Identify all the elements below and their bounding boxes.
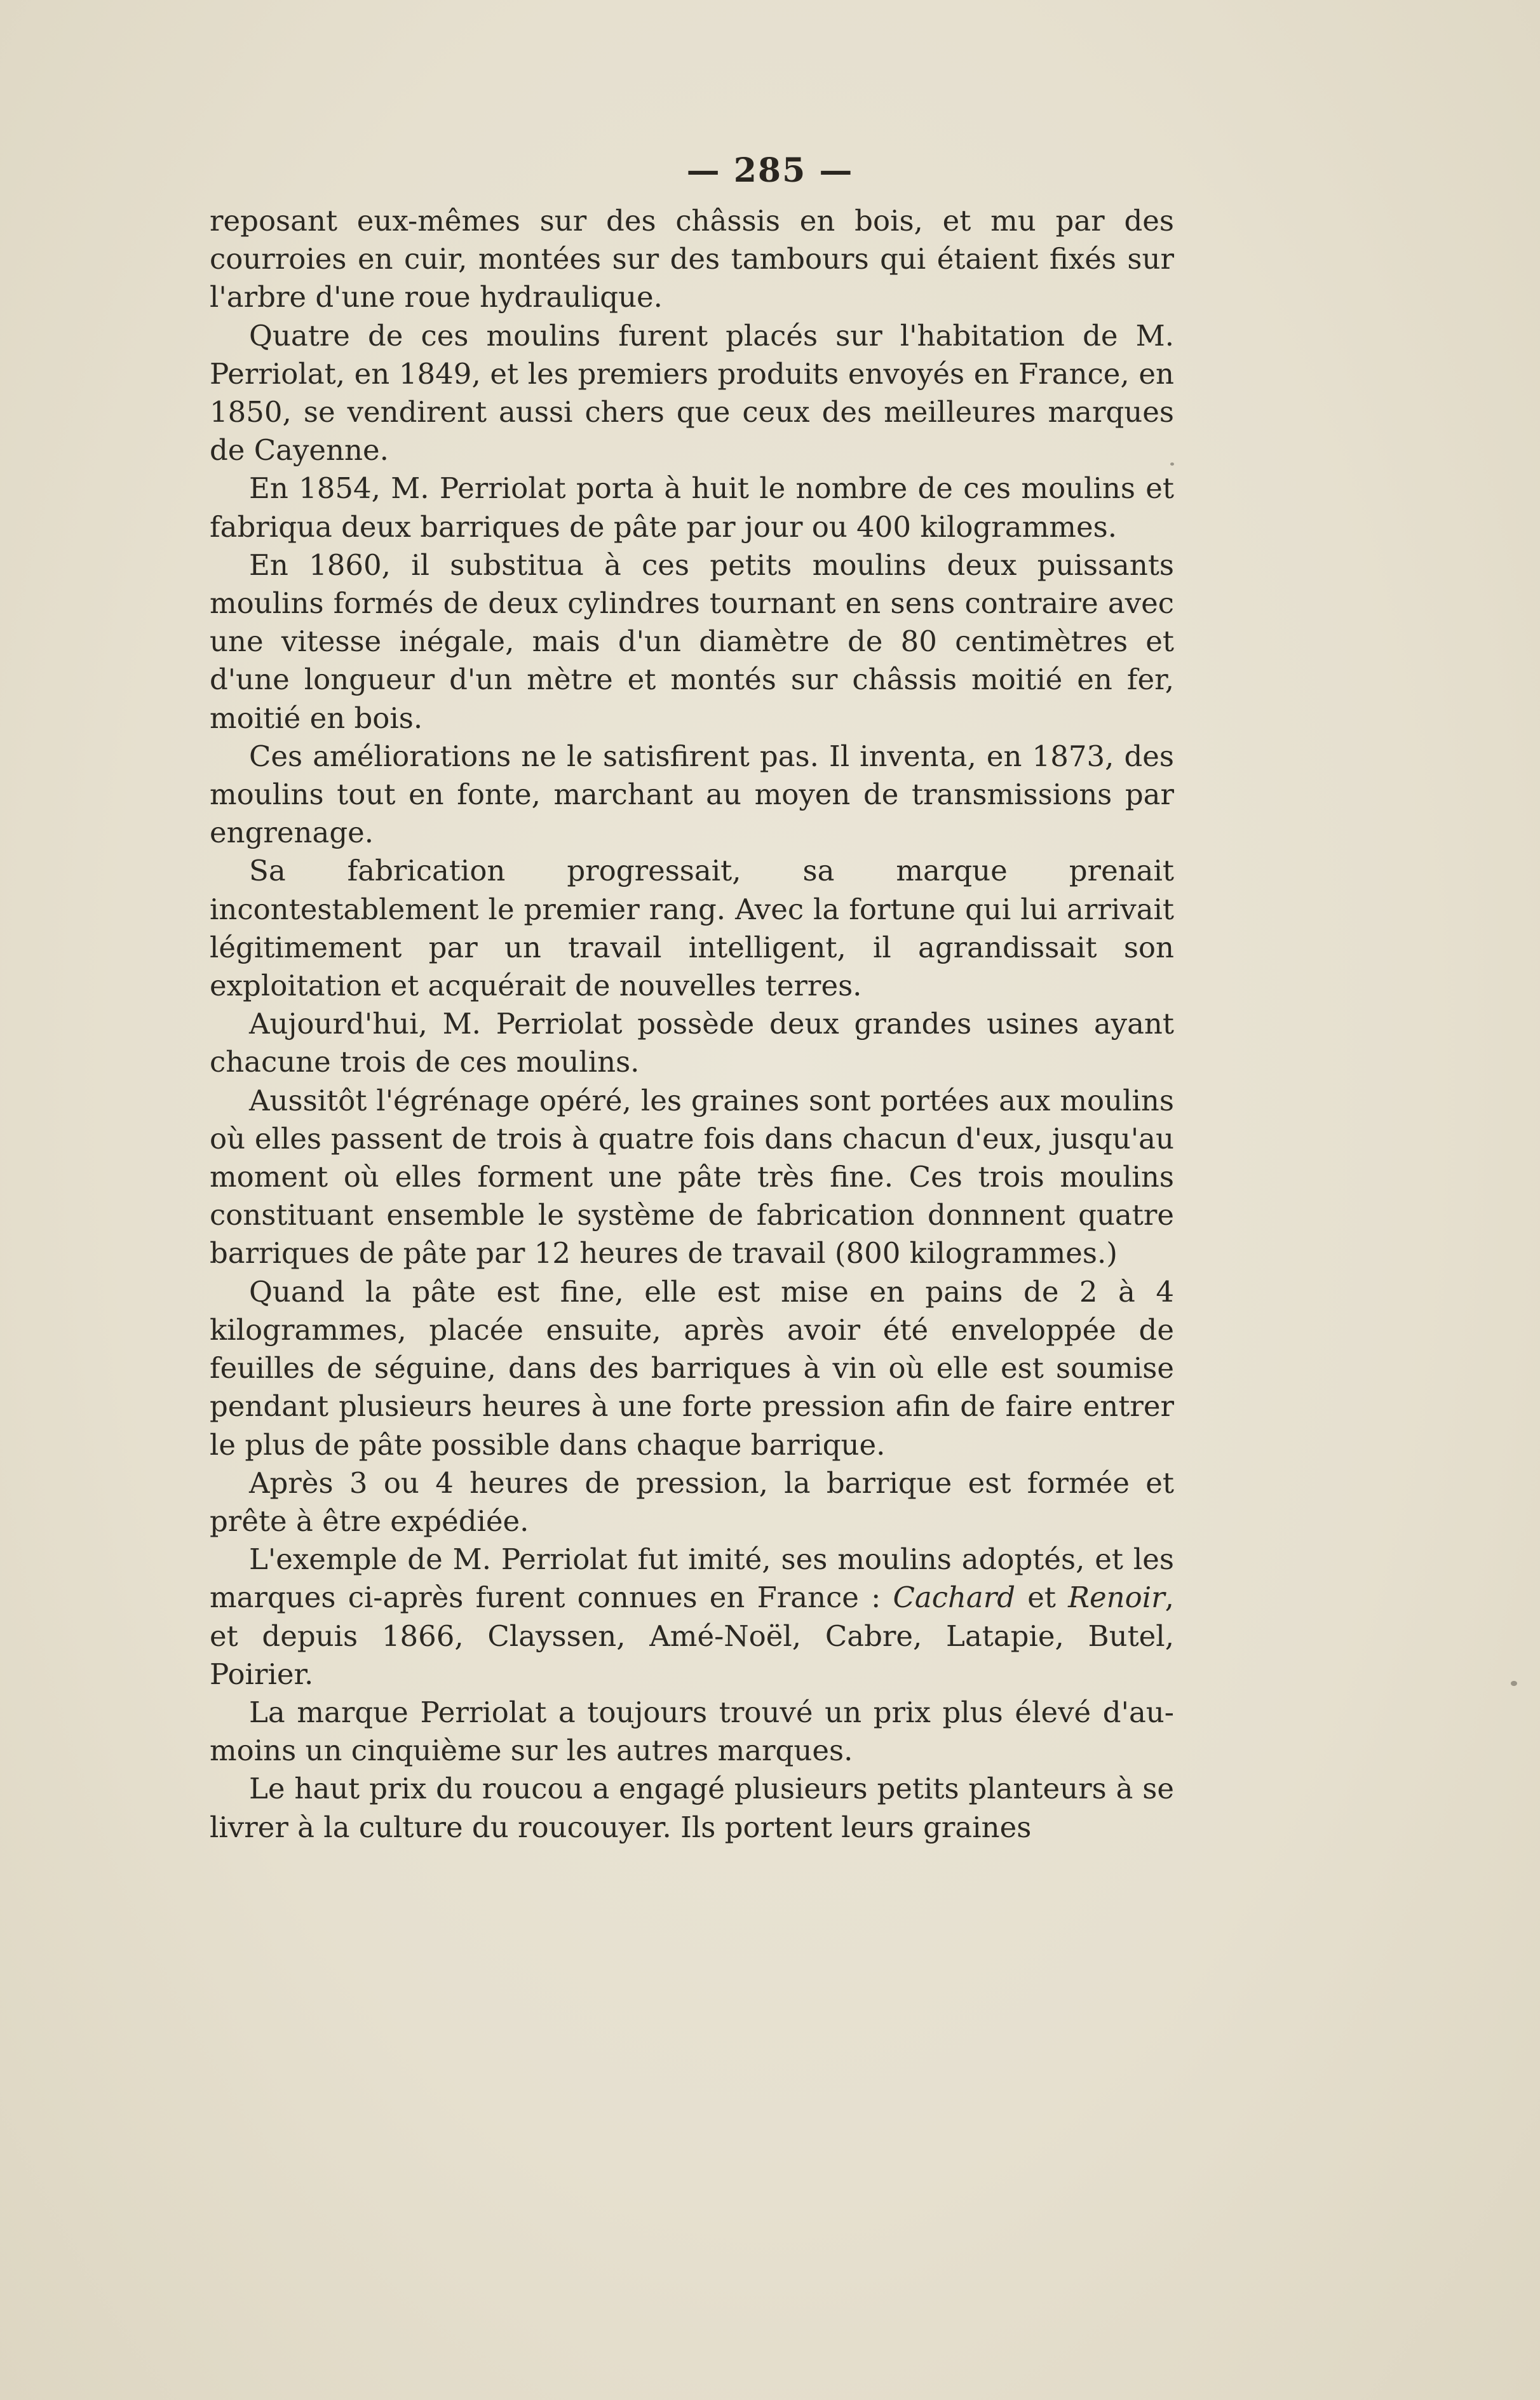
page-number: — 285 — bbox=[686, 151, 854, 190]
brand-name-italic: Renoir bbox=[1068, 1581, 1165, 1615]
paragraph: Sa fabrication progressait, sa marque prenait incontestablement le premier rang. Avec la fortune qui lui arrivait légitimement par un travail intelligent, il agrandissait son exploitation et acquérait de nouvelles terres. bbox=[210, 854, 1174, 1003]
body-text bbox=[210, 202, 1174, 1847]
paragraph: En 1854, M. Perriolat porta à huit le nombre de ces moulins et fabriqua deux barriques de pâte par jour ou 400 kilogrammes. bbox=[210, 471, 1174, 544]
text-run: L'exemple de M. Perriolat fut imité, ses moulins adoptés, et les marques ci-après furent connues en France : bbox=[210, 1542, 1174, 1615]
text-run: et bbox=[1015, 1581, 1069, 1615]
paragraph: Après 3 ou 4 heures de pression, la barrique est formée et prête à être expédiée. bbox=[210, 1466, 1174, 1538]
paragraph: reposant eux-mêmes sur des châssis en bois, et mu par des courroies en cuir, montées sur des tambours qui étaient fixés sur l'arbre d'une roue hydraulique. bbox=[210, 204, 1174, 314]
paragraph: La marque Perriolat a toujours trouvé un prix plus élevé d'au-moins un cinquième sur les autres marques. bbox=[210, 1695, 1174, 1768]
paragraph: Le haut prix du roucou a engagé plusieurs petits planteurs à se livrer à la culture du roucouyer. Ils portent leurs graines bbox=[210, 1772, 1174, 1844]
brand-name-italic: Cachard bbox=[893, 1581, 1016, 1615]
paragraph: Ces améliorations ne le satisfirent pas. Il inventa, en 1873, des moulins tout en fonte, marchant au moyen de transmissions par engrenage. bbox=[210, 739, 1174, 850]
paragraph: Aujourd'hui, M. Perriolat possède deux grandes usines ayant chacune trois de ces moulins. bbox=[210, 1007, 1174, 1079]
paragraph: Quatre de ces moulins furent placés sur l'habitation de M. Perriolat, en 1849, et les premiers produits envoyés en France, en 1850, se vendirent aussi chers que ceux des meilleures marques de Cayenne. bbox=[210, 318, 1174, 468]
paragraph: Quand la pâte est fine, elle est mise en pains de 2 à 4 kilogrammes, placée ensuite, après avoir été enveloppée de feuilles de séguine, dans des barriques à vin où elle est soumise pendant plusieurs heures à une forte pression afin de faire entrer le plus de pâte possible dans chaque barrique. bbox=[210, 1274, 1174, 1462]
paper-speck bbox=[1170, 462, 1174, 466]
paragraph: En 1860, il substitua à ces petits moulins deux puissants moulins formés de deux cylindres tournant en sens contraire avec une vitesse inégale, mais d'un diamètre de 80 centimètres et d'une longueur d'un mètre et montés sur châssis moitié en fer, moitié en bois. bbox=[210, 548, 1174, 735]
paragraph bbox=[210, 1540, 1174, 1694]
paper-speck bbox=[1511, 1681, 1517, 1686]
paragraph: Aussitôt l'égrénage opéré, les graines sont portées aux moulins où elles passent de trois à quatre fois dans chacun d'eux, jusqu'au moment où elles forment une pâte très fine. Ces trois moulins constituant ensemble le système de fabrication donnnent quatre barriques de pâte par 12 heures de travail (800 kilogrammes.) bbox=[210, 1083, 1174, 1271]
text-run: , et depuis 1866, Clayssen, Amé-Noël, Cabre, Latapie, Butel, Poirier. bbox=[210, 1581, 1174, 1691]
